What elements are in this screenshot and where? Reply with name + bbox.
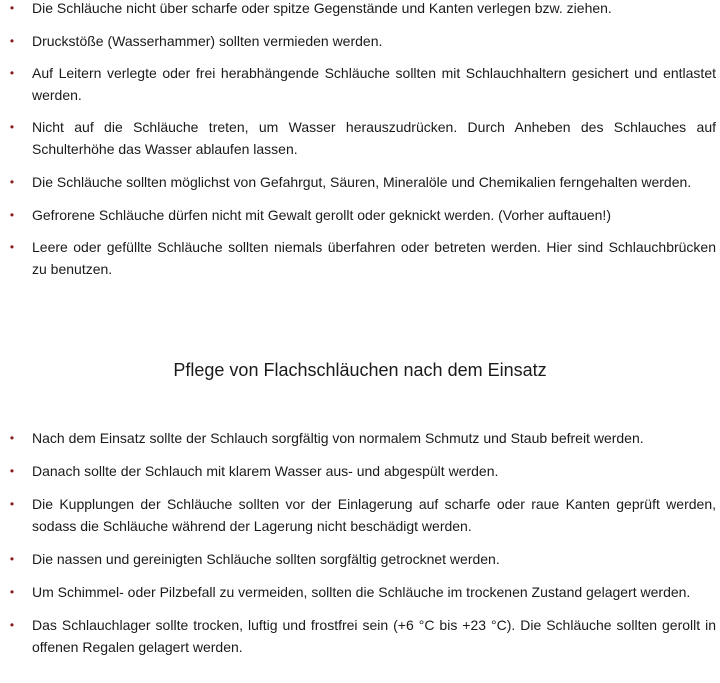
bullet-icon: • — [9, 1, 15, 15]
list-item-text: Die Schläuche nicht über scharfe oder spitze Gegenstände und Kanten verlegen bzw. ziehen. — [32, 0, 612, 16]
list-item — [0, 62, 720, 106]
bullet-icon: • — [9, 618, 15, 632]
bullet-icon: • — [9, 497, 15, 511]
bullet-icon: • — [9, 431, 15, 445]
list-item-text: Danach sollte der Schlauch mit klarem Wasser aus- und abgespült werden. — [32, 463, 499, 479]
bullet-icon: • — [9, 208, 15, 222]
list-item-text: Auf Leitern verlegte oder frei herabhängende Schläuche sollten mit Schlauchhaltern gesichert und entlastet werden. — [32, 65, 716, 103]
list-item — [0, 460, 720, 482]
list-item-text: Das Schlauchlager sollte trocken, luftig und frostfrei sein (+6 °C bis +23 °C). Die Schläuche sollten gerollt in offenen Regalen gelagert werden. — [32, 617, 716, 655]
list-item — [0, 548, 720, 570]
hose-care-list — [0, 427, 720, 669]
hose-handling-list — [0, 0, 720, 291]
list-item-text: Gefrorene Schläuche dürfen nicht mit Gewalt gerollt oder geknickt werden. (Vorher auftauen!) — [32, 207, 611, 223]
list-item — [0, 236, 720, 280]
list-item-text: Nicht auf die Schläuche treten, um Wasser herauszudrücken. Durch Anheben des Schlauches auf Schulterhöhe das Wasser ablaufen lassen. — [32, 119, 716, 157]
bullet-icon: • — [9, 66, 15, 80]
bullet-icon: • — [9, 585, 15, 599]
list-item-text: Die Schläuche sollten möglichst von Gefahrgut, Säuren, Mineralöle und Chemikalien ferngehalten werden. — [32, 174, 692, 190]
list-item — [0, 204, 720, 226]
list-item-text: Nach dem Einsatz sollte der Schlauch sorgfältig von normalem Schmutz und Staub befreit werden. — [32, 430, 644, 446]
list-item-text: Die nassen und gereinigten Schläuche sollten sorgfältig getrocknet werden. — [32, 551, 500, 567]
section-heading: Pflege von Flachschläuchen nach dem Einsatz — [173, 360, 547, 380]
bullet-icon: • — [9, 552, 15, 566]
list-item-text: Die Kupplungen der Schläuche sollten vor der Einlagerung auf scharfe oder raue Kanten geprüft werden, sodass die Schläuche während der Lagerung nicht beschädigt werden. — [32, 496, 716, 534]
list-item — [0, 0, 720, 19]
bullet-icon: • — [9, 175, 15, 189]
list-item-text: Leere oder gefüllte Schläuche sollten niemals überfahren oder betreten werden. Hier sind Schlauchbrücken zu benutzen. — [32, 239, 716, 277]
bullet-icon: • — [9, 120, 15, 134]
list-item — [0, 427, 720, 449]
bullet-icon: • — [9, 464, 15, 478]
list-item-text: Druckstöße (Wasserhammer) sollten vermieden werden. — [32, 33, 383, 49]
list-item — [0, 614, 720, 658]
list-item — [0, 171, 720, 193]
list-item — [0, 30, 720, 52]
bullet-icon: • — [9, 34, 15, 48]
list-item — [0, 493, 720, 537]
list-item — [0, 116, 720, 160]
list-item — [0, 581, 720, 603]
list-item-text: Um Schimmel- oder Pilzbefall zu vermeiden, sollten die Schläuche im trockenen Zustand gelagert werden. — [32, 584, 691, 600]
bullet-icon: • — [9, 240, 15, 254]
